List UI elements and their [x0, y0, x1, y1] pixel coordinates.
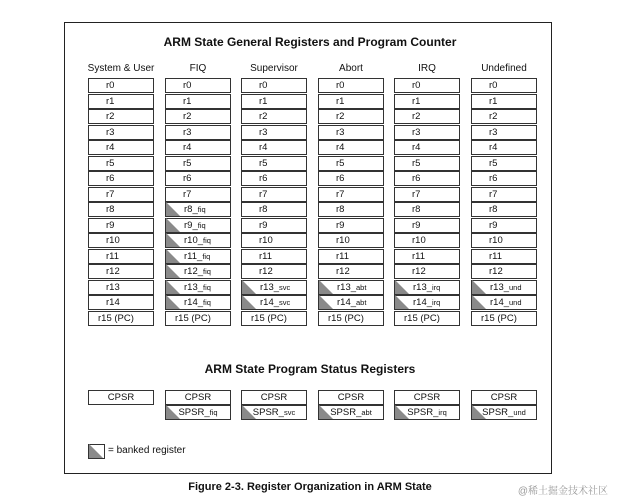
banked-register-swatch — [88, 444, 105, 459]
register-cell — [318, 171, 384, 186]
register-name: r4 — [259, 142, 268, 153]
register-cell — [318, 125, 384, 140]
cpsr-register — [241, 390, 307, 405]
register-name: r11 — [106, 250, 120, 262]
register-name: r14_ — [413, 297, 433, 308]
register-name: r4 — [183, 142, 192, 153]
register-name: r3 — [489, 126, 498, 138]
register-name: r9 — [412, 219, 421, 231]
banked-marker-icon — [319, 280, 333, 294]
register-name: r10 — [259, 235, 273, 246]
register-name: r15 (PC) — [175, 312, 211, 324]
register-cell — [394, 171, 460, 186]
mode-column-header: IRQ — [418, 63, 436, 74]
register-cell — [394, 233, 460, 248]
register-name: r8 — [106, 204, 115, 215]
register-name: r10 — [412, 235, 426, 246]
register-cell — [318, 233, 384, 248]
register-name: r0 — [412, 80, 421, 91]
banked-marker-icon — [166, 249, 180, 263]
banked-marker-icon — [166, 218, 180, 232]
mode-column-header: FIQ — [189, 63, 207, 74]
register-name: r12 — [489, 266, 503, 277]
register-cell — [88, 187, 154, 202]
register-name: r3 — [412, 126, 421, 138]
register-cell — [318, 249, 384, 264]
register-name: r10 — [489, 235, 503, 246]
banked-marker-icon — [166, 280, 180, 294]
register-name: r12 — [412, 266, 426, 277]
register-name: r4 — [412, 142, 421, 153]
banked-marker-icon — [472, 295, 486, 309]
register-name: r9 — [259, 219, 268, 231]
spsr-register — [471, 405, 537, 420]
banked-marker-icon — [166, 295, 180, 309]
register-name: CPSR — [413, 392, 441, 403]
banked-register-cell — [318, 295, 384, 310]
figure-caption: Figure 2-3. Register Organization in ARM State — [188, 481, 432, 493]
register-cell — [471, 171, 537, 186]
register-cell — [165, 171, 231, 186]
register-cell — [471, 140, 537, 155]
register-cell — [241, 249, 307, 264]
banked-marker-icon — [242, 280, 256, 294]
register-name: r14_ — [260, 297, 280, 308]
register-name: r1 — [489, 95, 498, 107]
register-name: r11 — [336, 250, 350, 262]
register-cell — [165, 78, 231, 93]
register-cell — [165, 187, 231, 202]
register-name: r2 — [106, 111, 115, 122]
register-name: r11 — [489, 250, 503, 262]
register-cell — [471, 264, 537, 279]
register-cell — [471, 94, 537, 109]
mode-column-header: Abort — [339, 63, 363, 74]
register-mode-suffix: fiq — [203, 236, 211, 245]
register-name: r1 — [259, 95, 268, 107]
register-name: r14_ — [337, 297, 357, 308]
register-cell — [471, 156, 537, 171]
banked-marker-icon — [395, 280, 409, 294]
register-mode-suffix: fiq — [197, 220, 206, 230]
general-registers-title: ARM State General Registers and Program Counter — [163, 35, 457, 49]
register-name: r12 — [336, 266, 350, 277]
register-name: r5 — [106, 157, 115, 169]
register-name: r7 — [336, 188, 345, 200]
register-cell — [318, 109, 384, 124]
register-cell — [471, 202, 537, 217]
register-mode-suffix: fiq — [197, 205, 206, 214]
register-name: r12_ — [184, 266, 204, 277]
banked-register-cell — [394, 280, 460, 295]
register-mode-suffix: irq — [432, 282, 441, 292]
register-mode-suffix: und — [509, 298, 522, 307]
register-mode-suffix: irq — [432, 298, 441, 307]
register-cell — [88, 249, 154, 264]
register-cell — [241, 187, 307, 202]
register-mode-suffix: fiq — [202, 251, 211, 261]
register-cell — [241, 218, 307, 233]
register-cell — [471, 249, 537, 264]
mode-column-header: Supervisor — [250, 63, 298, 74]
register-mode-suffix: abt — [356, 298, 367, 307]
register-name: r13 — [106, 281, 120, 293]
register-name: r11_ — [184, 250, 203, 262]
spsr-register — [394, 405, 460, 420]
register-name: r2 — [489, 111, 498, 122]
register-name: r4 — [489, 142, 498, 153]
banked-register-cell — [165, 218, 231, 233]
register-name: r0 — [259, 80, 268, 91]
register-cell — [241, 94, 307, 109]
cpsr-register — [165, 390, 231, 405]
register-name: r14_ — [490, 297, 510, 308]
register-cell — [88, 109, 154, 124]
register-cell — [88, 295, 154, 310]
register-cell — [241, 171, 307, 186]
register-cell — [88, 264, 154, 279]
register-name: r13_ — [260, 281, 280, 293]
register-cell — [394, 311, 460, 326]
register-name: r6 — [183, 173, 192, 184]
register-cell — [394, 109, 460, 124]
banked-marker-icon — [166, 202, 180, 216]
register-cell — [471, 233, 537, 248]
register-name: r2 — [259, 111, 268, 122]
register-name: r2 — [336, 111, 345, 122]
register-mode-suffix: svc — [283, 408, 296, 417]
register-name: CPSR — [337, 392, 365, 403]
banked-register-cell — [471, 280, 537, 295]
banked-register-cell — [165, 202, 231, 217]
banked-register-cell — [165, 249, 231, 264]
register-name: CPSR — [184, 392, 212, 403]
register-name: r9 — [489, 219, 498, 231]
register-cell — [165, 140, 231, 155]
register-cell — [394, 156, 460, 171]
banked-marker-icon — [166, 233, 180, 247]
watermark: @稀土掘金技术社区 — [517, 486, 608, 497]
register-cell — [318, 187, 384, 202]
register-cell — [471, 311, 537, 326]
cpsr-register — [471, 390, 537, 405]
register-name: r13_ — [337, 281, 357, 293]
register-name: r8_ — [184, 204, 198, 215]
register-cell — [88, 156, 154, 171]
banked-marker-icon — [166, 264, 180, 278]
register-cell — [88, 94, 154, 109]
register-name: r5 — [412, 157, 421, 169]
banked-register-cell — [165, 233, 231, 248]
register-cell — [318, 311, 384, 326]
register-name: SPSR_ — [252, 407, 284, 418]
register-name: r5 — [259, 157, 268, 169]
register-name: r12 — [106, 266, 120, 277]
register-cell — [394, 218, 460, 233]
register-cell — [394, 249, 460, 264]
register-mode-suffix: und — [513, 408, 526, 417]
register-name: r2 — [183, 111, 192, 122]
register-name: r13_ — [490, 281, 510, 293]
register-name: SPSR_ — [407, 407, 439, 418]
register-name: r7 — [106, 188, 115, 200]
register-name: r10 — [106, 235, 120, 246]
register-cell — [241, 311, 307, 326]
banked-marker-icon — [242, 295, 256, 309]
register-mode-suffix: svc — [279, 282, 291, 292]
banked-register-cell — [165, 280, 231, 295]
register-name: r13_ — [413, 281, 433, 293]
spsr-register — [165, 405, 231, 420]
register-cell — [88, 125, 154, 140]
register-cell — [394, 264, 460, 279]
register-cell — [241, 78, 307, 93]
register-cell — [394, 187, 460, 202]
register-name: r15 (PC) — [251, 312, 287, 324]
register-name: r7 — [259, 188, 268, 200]
register-cell — [165, 156, 231, 171]
register-name: r8 — [412, 204, 421, 215]
register-cell — [471, 218, 537, 233]
register-name: r6 — [259, 173, 268, 184]
register-cell — [471, 78, 537, 93]
register-name: r14_ — [184, 297, 204, 308]
register-name: r3 — [259, 126, 268, 138]
register-mode-suffix: abt — [361, 408, 372, 417]
register-name: r1 — [336, 95, 345, 107]
banked-marker-icon — [395, 295, 409, 309]
register-mode-suffix: fiq — [209, 408, 218, 417]
register-cell — [165, 311, 231, 326]
register-cell — [394, 202, 460, 217]
register-name: SPSR_ — [482, 407, 514, 418]
register-cell — [88, 171, 154, 186]
banked-register-cell — [165, 264, 231, 279]
register-name: r14 — [106, 297, 120, 308]
register-name: r3 — [106, 126, 115, 138]
register-name: r5 — [183, 157, 192, 169]
spsr-register — [318, 405, 384, 420]
register-cell — [241, 233, 307, 248]
register-cell — [88, 218, 154, 233]
register-cell — [471, 187, 537, 202]
cpsr-register — [318, 390, 384, 405]
banked-register-cell — [394, 295, 460, 310]
register-name: SPSR_ — [330, 407, 362, 418]
register-cell — [241, 125, 307, 140]
register-name: r3 — [336, 126, 345, 138]
register-cell — [88, 311, 154, 326]
register-name: r7 — [489, 188, 498, 200]
banked-register-cell — [241, 280, 307, 295]
register-name: r15 (PC) — [328, 312, 364, 324]
register-name: r11 — [412, 250, 426, 262]
register-cell — [88, 280, 154, 295]
banked-register-cell — [318, 280, 384, 295]
register-cell — [241, 264, 307, 279]
register-cell — [394, 140, 460, 155]
register-name: r8 — [489, 204, 498, 215]
register-name: r9 — [106, 219, 115, 231]
register-cell — [88, 202, 154, 217]
register-name: r15 (PC) — [404, 312, 440, 324]
register-cell — [241, 156, 307, 171]
register-mode-suffix: fiq — [203, 298, 211, 307]
register-name: r5 — [489, 157, 498, 169]
register-cell — [241, 109, 307, 124]
register-name: r0 — [183, 80, 192, 91]
register-name: r8 — [336, 204, 345, 215]
legend-label: = banked register — [108, 445, 186, 456]
register-name: r4 — [106, 142, 115, 153]
mode-column-header: Undefined — [481, 63, 527, 74]
register-cell — [88, 78, 154, 93]
register-name: r6 — [489, 173, 498, 184]
register-name: r6 — [106, 173, 115, 184]
register-name: CPSR — [260, 392, 288, 403]
banked-marker-icon — [319, 295, 333, 309]
register-name: r5 — [336, 157, 345, 169]
register-name: r2 — [412, 111, 421, 122]
register-name: r9_ — [184, 219, 198, 231]
register-name: CPSR — [107, 392, 135, 403]
register-cell — [318, 94, 384, 109]
register-cell — [318, 218, 384, 233]
register-name: CPSR — [490, 392, 518, 403]
mode-column-header: System & User — [87, 63, 155, 74]
register-mode-suffix: fiq — [203, 282, 211, 292]
register-cell — [394, 94, 460, 109]
register-cell — [165, 125, 231, 140]
register-cell — [318, 140, 384, 155]
register-cell — [471, 109, 537, 124]
register-name: r3 — [183, 126, 192, 138]
register-cell — [241, 140, 307, 155]
register-cell — [318, 202, 384, 217]
register-mode-suffix: svc — [279, 298, 291, 307]
register-name: r10_ — [184, 235, 204, 246]
register-name: r6 — [336, 173, 345, 184]
register-mode-suffix: und — [509, 282, 522, 292]
register-name: r15 (PC) — [98, 312, 134, 324]
register-name: SPSR_ — [178, 407, 210, 418]
register-name: r1 — [412, 95, 421, 107]
register-name: r12 — [259, 266, 273, 277]
status-registers-title: ARM State Program Status Registers — [204, 362, 416, 376]
register-cell — [88, 233, 154, 248]
cpsr-register — [88, 390, 154, 405]
register-cell — [88, 140, 154, 155]
register-mode-suffix: abt — [356, 282, 367, 292]
register-cell — [318, 156, 384, 171]
register-cell — [471, 125, 537, 140]
register-name: r6 — [412, 173, 421, 184]
register-name: r0 — [336, 80, 345, 91]
register-name: r1 — [106, 95, 115, 107]
register-name: r1 — [183, 95, 192, 107]
banked-register-cell — [165, 295, 231, 310]
register-name: r10 — [336, 235, 350, 246]
register-cell — [394, 125, 460, 140]
register-mode-suffix: irq — [438, 408, 447, 417]
spsr-register — [241, 405, 307, 420]
banked-register-cell — [471, 295, 537, 310]
register-name: r15 (PC) — [481, 312, 517, 324]
register-name: r7 — [183, 188, 192, 200]
banked-marker-icon — [472, 280, 486, 294]
register-name: r7 — [412, 188, 421, 200]
register-cell — [318, 78, 384, 93]
register-cell — [394, 78, 460, 93]
register-name: r9 — [336, 219, 345, 231]
register-mode-suffix: fiq — [203, 267, 211, 276]
register-cell — [165, 94, 231, 109]
cpsr-register — [394, 390, 460, 405]
register-cell — [318, 264, 384, 279]
register-name: r0 — [489, 80, 498, 91]
register-cell — [241, 202, 307, 217]
banked-register-cell — [241, 295, 307, 310]
register-name: r8 — [259, 204, 268, 215]
register-name: r0 — [106, 80, 115, 91]
register-cell — [165, 109, 231, 124]
register-name: r13_ — [184, 281, 204, 293]
register-name: r4 — [336, 142, 345, 153]
register-name: r11 — [259, 250, 273, 262]
